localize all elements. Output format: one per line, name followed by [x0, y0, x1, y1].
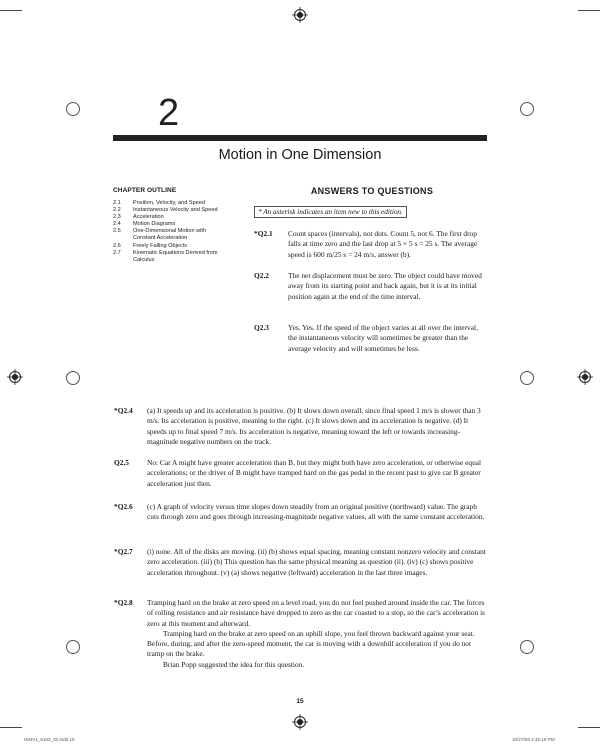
question-paragraph: (i) none. All of the disks are moving. (ii) (b) shows equal spacing, meaning constant nonzero velocity and constant zero acceleration. (iii) (b) This question has the same physical meaning as question (ii). (iv) (c) shows positive acceleration throughout. (v) (a) shows negative (leftward) acceleration in the last three images.	[147, 547, 486, 577]
question-paragraph: No: Car A might have greater acceleration than B, but they might both have zero acceleration, or otherwise equal accelerations; or the driver of B might have tramped hard on the gas pedal in the recent past to give car B greater acceleration just then.	[147, 458, 482, 488]
question-label: *Q2.7	[114, 547, 133, 556]
question-paragraph: (c) A graph of velocity versus time slopes down steadily from an original positive (northward) value. The graph cuts through zero and goes through increasing-magnitude negative values, all with the same constant acceleration.	[147, 502, 485, 522]
question-body	[147, 547, 487, 578]
question-paragraph: Brian Popp suggested the idea for this question.	[163, 659, 305, 669]
binder-hole-icon	[66, 371, 80, 385]
outline-item-number: 2.1	[113, 200, 121, 206]
outline-heading: CHAPTER OUTLINE	[113, 187, 177, 194]
crop-mark	[0, 10, 22, 11]
question-body	[147, 502, 487, 523]
page-number: 15	[296, 698, 304, 705]
question-body	[147, 406, 487, 447]
outline-item-number: 2.6	[113, 242, 121, 249]
question-label: *Q2.4	[114, 406, 133, 415]
outline-item-title: Acceleration	[133, 214, 164, 221]
question-body	[288, 229, 486, 260]
registration-mark-icon	[577, 369, 593, 385]
date-slug: 10/27/06 2:45:19 PM	[512, 737, 555, 742]
question-label: Q2.3	[254, 323, 269, 332]
binder-hole-icon	[520, 102, 534, 116]
binder-hole-icon	[520, 640, 534, 654]
outline-item-title: One-Dimensional Motion with Constant Acceleration	[133, 228, 207, 242]
outline-item-title: Position, Velocity, and Speed	[133, 200, 206, 206]
outline-item	[113, 214, 253, 221]
crop-mark	[0, 727, 22, 728]
asterisk-note: * An asterisk indicates an item new to this edition.	[254, 206, 407, 218]
question-label: *Q2.1	[254, 229, 273, 238]
binder-hole-icon	[520, 371, 534, 385]
outline-item	[113, 207, 253, 214]
outline-item	[113, 250, 253, 264]
outline-item-number: 2.7	[113, 249, 121, 256]
question-paragraph: Tramping hard on the brake at zero speed on an uphill slope, you feel thrown backward against your seat. Before, during, and after the zero-speed moment, the car is moving with a downhill acceleration if you do not tramp on the brake.	[147, 628, 475, 659]
outline-item-title: Motion Diagrams	[133, 221, 176, 228]
outline-item	[113, 221, 253, 228]
question-paragraph: Count spaces (intervals), not dots. Count 5, not 6. The first drop falls at time zero and the last drop at 5 × 5 s = 25 s. The average speed is 600 m/25 s = 24 m/s, answer (b).	[288, 229, 478, 259]
outline-item-number: 2.2	[113, 207, 121, 214]
crop-mark	[578, 10, 600, 11]
chapter-outline	[113, 200, 253, 264]
question-paragraph: The net displacement must be zero. The object could have moved away from its starting point and back again, but it is at its initial position again at the end of the time interval.	[288, 271, 482, 301]
answers-heading: ANSWERS TO QUESTIONS	[310, 186, 434, 196]
question-body	[147, 598, 487, 670]
binder-hole-icon	[66, 102, 80, 116]
question-body	[288, 271, 486, 302]
title-rule	[113, 135, 487, 141]
question-label: Q2.5	[114, 458, 129, 467]
question-paragraph: Tramping hard on the brake at zero speed on a level road, you do not feel pushed around inside the car. The forces of rolling resistance and air resistance have dropped to zero as the car coasted to a stop, so the car’s acceleration is zero at this moment and afterward.	[147, 598, 486, 628]
crop-mark	[578, 727, 600, 728]
question-label: *Q2.6	[114, 502, 133, 511]
outline-item	[113, 243, 253, 250]
outline-item-title: Kinematic Equations Derived from Calculus	[133, 249, 218, 263]
outline-item-title: Freely Falling Objects	[133, 242, 188, 249]
file-slug: ISMV1_5103_02.indd 15	[24, 737, 75, 742]
outline-item	[113, 228, 253, 242]
chapter-title: Motion in One Dimension	[218, 147, 382, 163]
question-label: *Q2.8	[114, 598, 133, 607]
question-paragraph: (a) It speeds up and its acceleration is positive. (b) It slows down overall, since final speed 1 m/s is slower than 3 m/s. Its acceleration is positive, meaning to the right. (c) It slows down and its acceleration is negative. (d) It speeds up to final speed 7 m/s. Its acceleration is negative, meaning toward the left or towards increasing-magnitude negative numbers on the track.	[147, 406, 481, 446]
question-body	[147, 458, 487, 489]
registration-mark-icon	[7, 369, 23, 385]
question-body	[288, 323, 486, 354]
chapter-number: 2	[158, 92, 180, 134]
question-label: Q2.2	[254, 271, 269, 280]
registration-mark-icon	[292, 714, 308, 730]
outline-item	[113, 200, 253, 207]
registration-mark-icon	[292, 7, 308, 23]
outline-item-number: 2.3	[113, 214, 121, 221]
outline-item-number: 2.5	[113, 228, 121, 235]
outline-item-title: Instantaneous Velocity and Speed	[133, 207, 218, 214]
outline-item-number: 2.4	[113, 221, 121, 228]
question-paragraph: Yes. Yes. If the speed of the object varies at all over the interval, the instantaneous velocity will sometimes be greater than the average velocity and will sometimes be less.	[288, 323, 478, 353]
binder-hole-icon	[66, 640, 80, 654]
